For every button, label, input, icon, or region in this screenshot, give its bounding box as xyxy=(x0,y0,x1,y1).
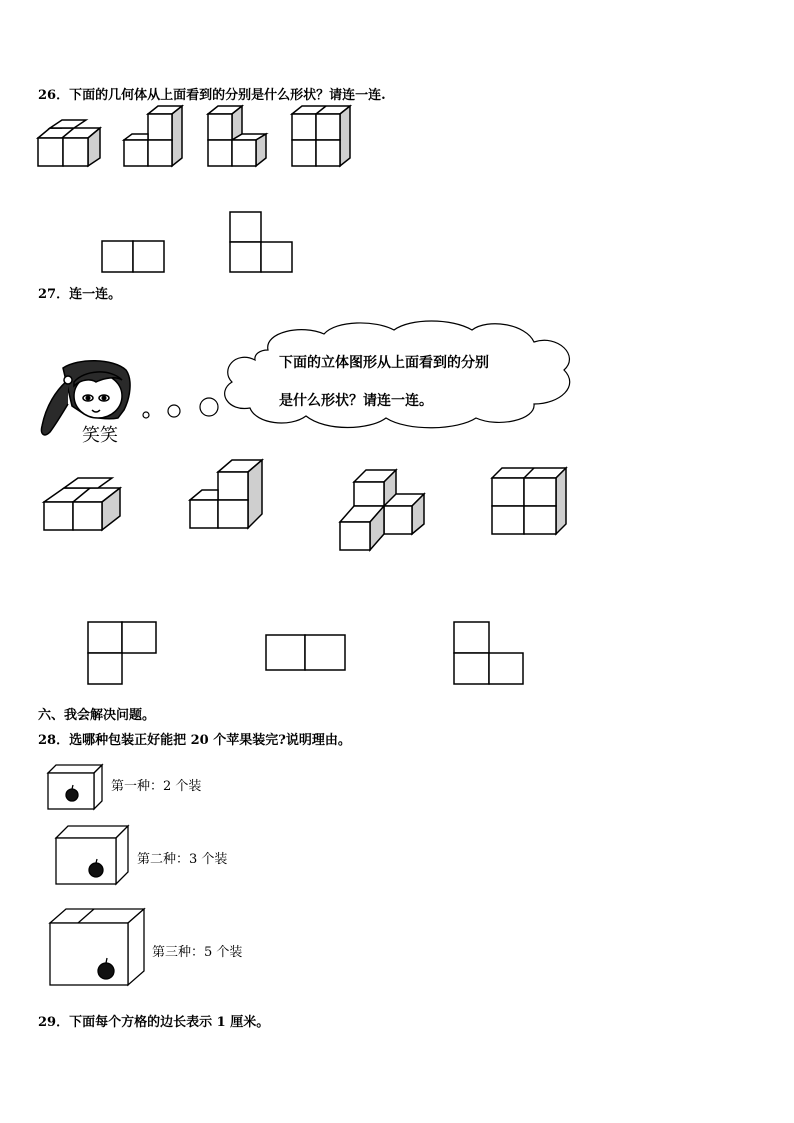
q27-solid-1 xyxy=(42,474,122,532)
character-name: 笑笑 xyxy=(82,425,118,446)
q26-solid-4 xyxy=(290,104,354,168)
q26-solid-3 xyxy=(206,104,270,168)
q26-top-view-l-shape xyxy=(229,211,293,274)
question-29-text: 29．下面每个方格的边长表示 1 厘米。 xyxy=(38,1015,270,1030)
q26-solid-2 xyxy=(122,104,186,168)
q26-top-view-two-squares xyxy=(101,240,165,274)
q26-solid-1 xyxy=(36,120,100,168)
apple-box-large-icon xyxy=(48,907,146,989)
q27-top-view-l-shape-2 xyxy=(453,621,524,685)
question-27-text: 27．连一连。 xyxy=(38,287,122,302)
speech-line-1: 下面的立体图形从上面看到的分别 xyxy=(279,355,489,371)
option-3-label: 第三种：5 个装 xyxy=(152,945,243,960)
q27-solid-3 xyxy=(338,466,428,552)
apple-box-small-icon xyxy=(46,763,104,811)
section-6-heading: 六、我会解决问题。 xyxy=(38,708,156,723)
question-28-text: 28．选哪种包装正好能把 20 个苹果装完?说明理由。 xyxy=(38,733,351,748)
question-26-text: 26．下面的几何体从上面看到的分别是什么形状？请连一连. xyxy=(38,88,386,103)
apple-box-medium-icon xyxy=(54,824,130,886)
speech-line-2: 是什么形状？请连一连。 xyxy=(279,393,433,409)
thought-bubble xyxy=(140,320,585,438)
q27-top-view-two-squares xyxy=(265,634,346,671)
option-1-label: 第一种：2 个装 xyxy=(111,779,202,794)
option-2-label: 第二种：3 个装 xyxy=(137,852,228,867)
q27-top-view-l-shape-1 xyxy=(87,621,157,685)
q27-solid-4 xyxy=(490,466,570,538)
q27-solid-2 xyxy=(188,456,264,530)
